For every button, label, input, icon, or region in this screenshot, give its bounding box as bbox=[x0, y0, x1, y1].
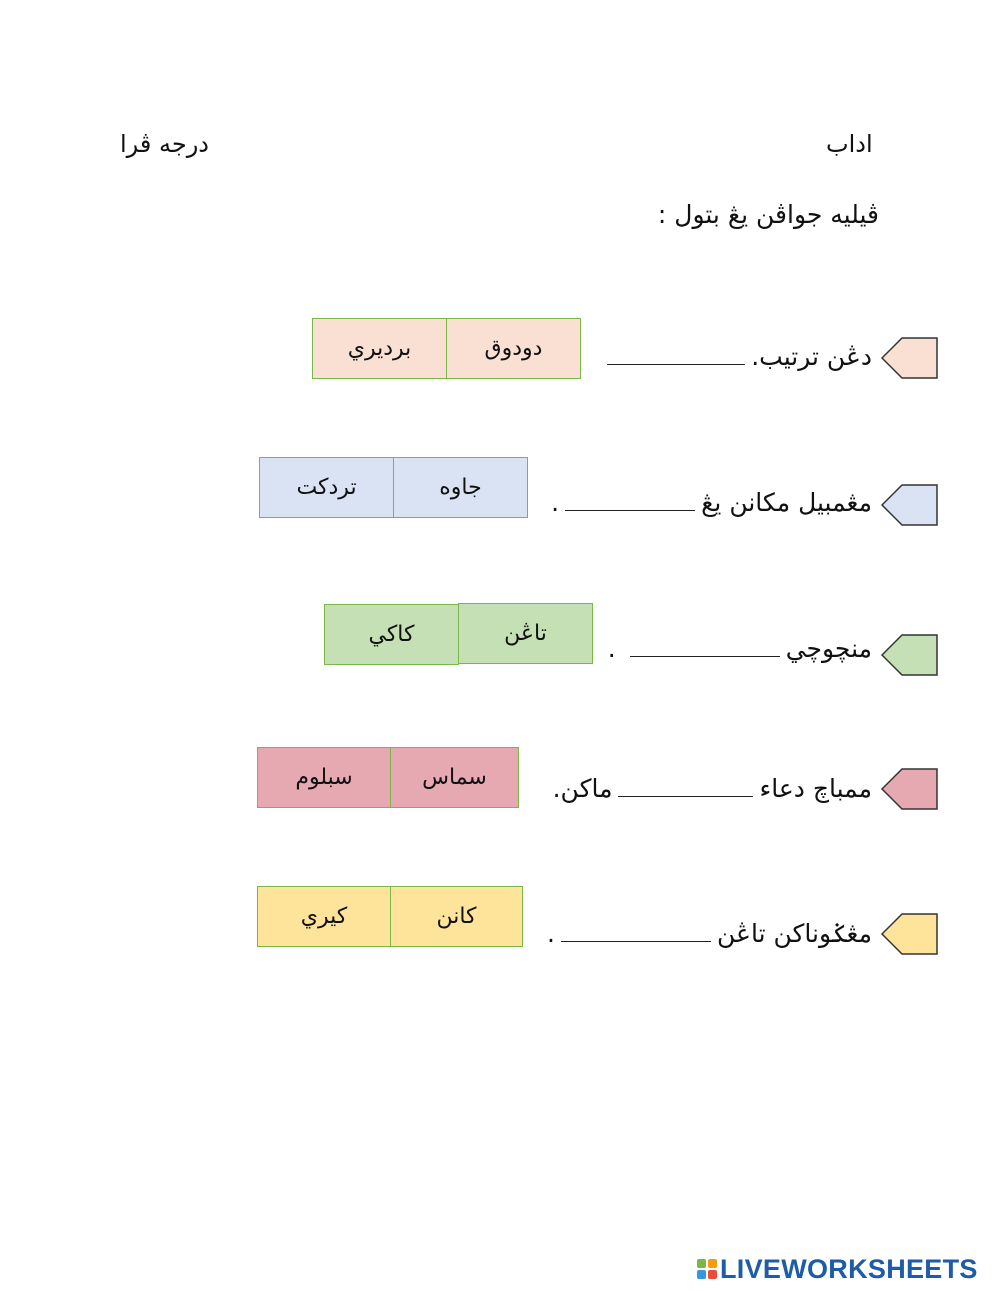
q5-blank bbox=[561, 923, 711, 942]
q1-option-1[interactable]: دودوق bbox=[446, 318, 581, 379]
subject-label: اداب bbox=[826, 130, 873, 158]
q5-option-1[interactable]: کانن bbox=[390, 886, 523, 947]
q2-text-before: مڠمبيل مکانن يڠ bbox=[701, 488, 872, 517]
q1-sentence bbox=[601, 342, 872, 371]
liveworksheets-logo-icon bbox=[697, 1259, 717, 1279]
q5-marker-icon bbox=[880, 912, 940, 956]
grade-label: درجه ڤرا bbox=[120, 130, 209, 158]
q3-option-1[interactable]: تاڠن bbox=[458, 603, 593, 664]
q3-sentence bbox=[608, 634, 872, 663]
q4-option-2[interactable]: سبلوم bbox=[257, 747, 391, 808]
q2-blank bbox=[565, 492, 695, 511]
q1-option-2[interactable]: برديري bbox=[312, 318, 447, 379]
q5-text-before: مڠݢوناکن تاڠن bbox=[717, 919, 872, 948]
q3-blank bbox=[630, 638, 780, 657]
instruction-text: ڤيليه جواڤن يڠ بتول : bbox=[657, 200, 879, 229]
q2-marker-icon bbox=[880, 483, 940, 527]
q4-text-before: ممباچ دعاء bbox=[759, 774, 872, 803]
q3-text-after: . bbox=[607, 634, 616, 663]
liveworksheets-logo-text: LIVEWORKSHEETS bbox=[720, 1253, 978, 1284]
q5-option-2[interactable]: کيري bbox=[257, 886, 391, 947]
q1-blank bbox=[607, 346, 745, 365]
q2-option-1[interactable]: جاوه bbox=[393, 457, 528, 518]
liveworksheets-logo bbox=[697, 1254, 978, 1284]
q2-text-after: . bbox=[551, 488, 560, 517]
q3-marker-icon bbox=[880, 633, 940, 677]
q1-marker-icon bbox=[880, 336, 940, 380]
q5-sentence bbox=[547, 919, 872, 948]
q2-sentence bbox=[551, 488, 872, 517]
q2-option-2[interactable]: تردکت bbox=[259, 457, 394, 518]
q3-text-before: منچوچي bbox=[785, 634, 872, 663]
q3-option-2[interactable]: کاکي bbox=[324, 604, 459, 665]
q4-marker-icon bbox=[880, 767, 940, 811]
q5-text-after: . bbox=[547, 919, 555, 948]
q4-option-1[interactable]: سماس bbox=[390, 747, 519, 808]
q4-text-after: ماکن. bbox=[552, 774, 613, 803]
q4-sentence bbox=[553, 774, 872, 803]
q1-text-before: دڠن ترتيب. bbox=[751, 342, 872, 371]
q4-blank bbox=[618, 778, 753, 797]
